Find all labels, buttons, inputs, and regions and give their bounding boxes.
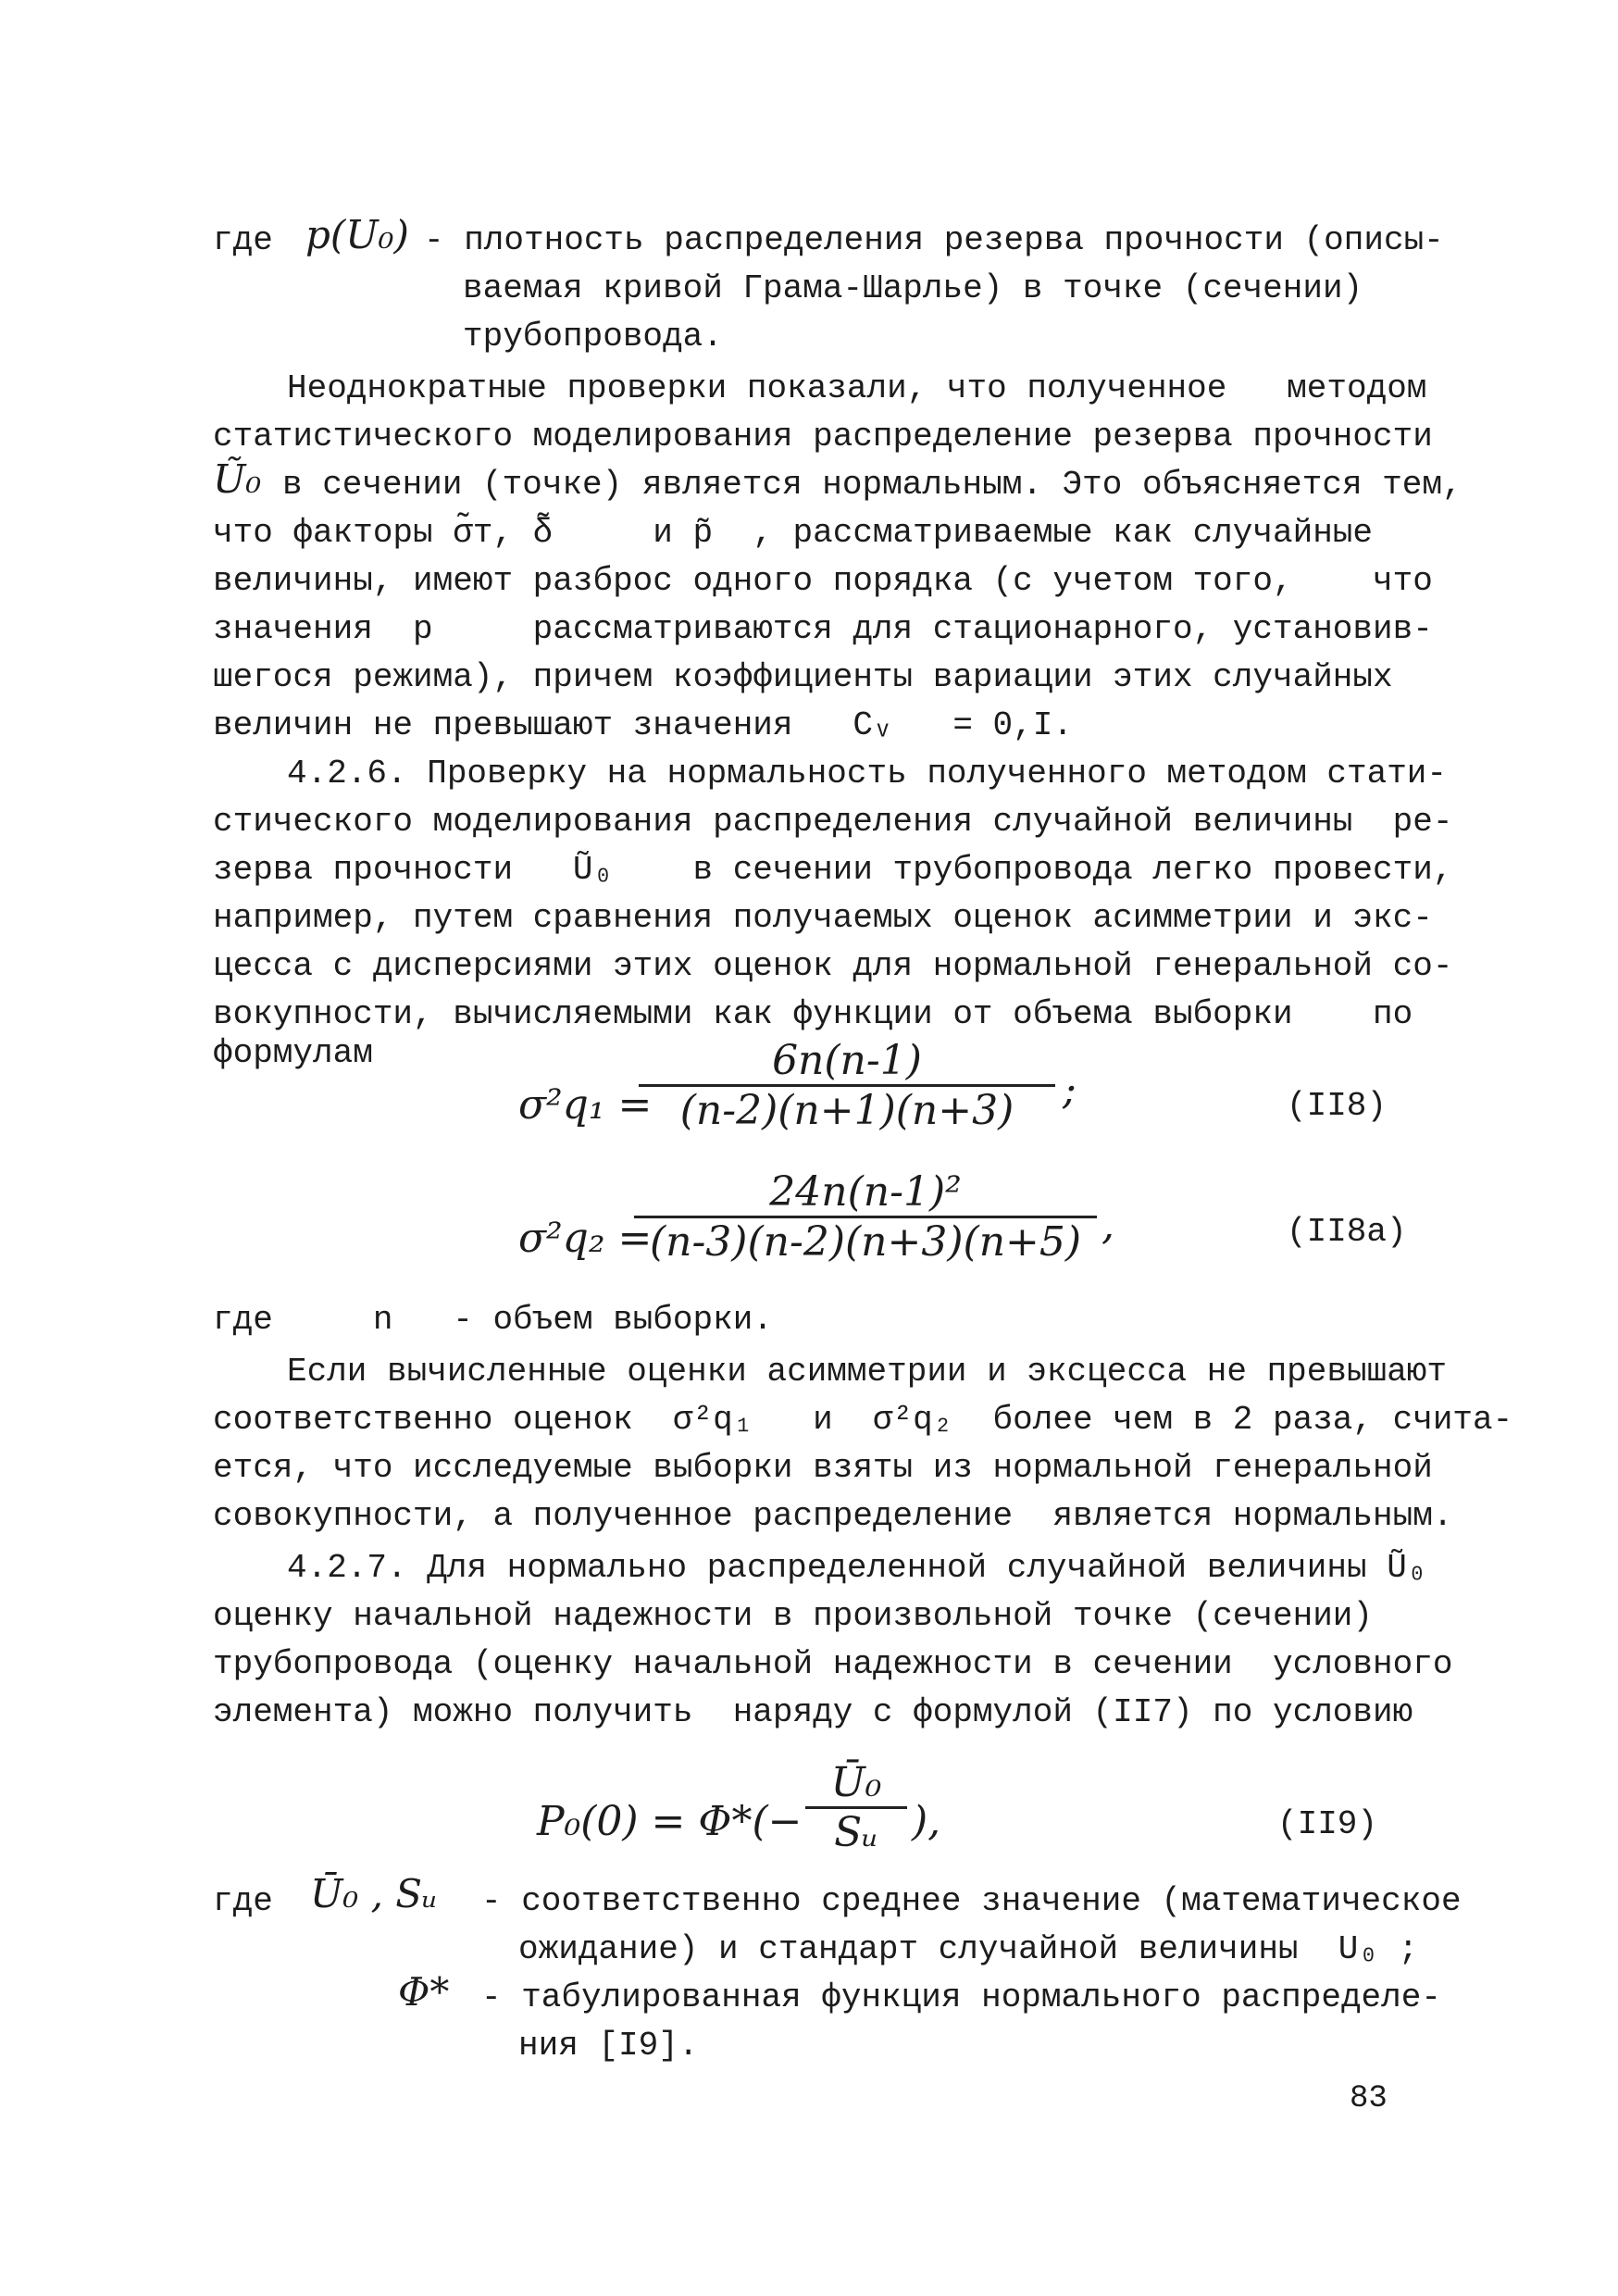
para4-line-4: элемента) можно получить наряду с формулой (II7) по условию (213, 1693, 1413, 1731)
para2-line-7: формулам (213, 1034, 373, 1072)
eq118-lhs: σ²q₁ = (518, 1081, 653, 1129)
eq118a-comma: , (1101, 1202, 1114, 1249)
para4-line-1: 4.2.7. Для нормально распределенной случайной величины Ũ₀ (287, 1549, 1427, 1587)
para4-line-3: трубопровода (оценку начальной надежности в сечении условного (213, 1645, 1453, 1683)
para1-line-1: Неоднократные проверки показали, что полученное методом (287, 369, 1427, 407)
eq119-denominator: Sᵤ (834, 1809, 878, 1856)
where2-def2-line-2: ния [I9]. (518, 2027, 699, 2065)
eq119-fraction (805, 1759, 907, 1856)
eq118a-fraction (634, 1168, 1097, 1266)
para1-line-8: величин не превышают значения Cᵥ = 0,I. (213, 706, 1073, 744)
density-symbol: p(U₀) (305, 212, 409, 257)
para3-line-4: совокупности, а полученное распределение является нормальным. (213, 1497, 1453, 1535)
para2-line-1: 4.2.6. Проверку на нормальность полученного методом стати- (287, 755, 1448, 792)
eq118a-denominator: (n-3)(n-2)(n+3)(n+5) (649, 1218, 1082, 1266)
eq119-number: (II9) (1277, 1805, 1378, 1843)
where2-symbol-2: Φ* (398, 1969, 450, 2015)
eq118-semicolon: ; (1063, 1067, 1077, 1114)
para2-line-3: зерва прочности Ũ₀ в сечении трубопровода легко провести, (213, 851, 1453, 889)
para1-u0-symbol: Ũ₀ (213, 456, 262, 502)
para1-line-2: статистического моделирования распределение резерва прочности (213, 418, 1433, 455)
where2-def2-line-1: - табулированная функция нормального распределе- (481, 1978, 1441, 2016)
eq118-fraction (639, 1037, 1055, 1134)
para3-line-3: ется, что исследуемые выборки взяты из нормальной генеральной (213, 1449, 1433, 1487)
para1-line-3: в сечении (точке) является нормальным. Это объясняется тем, (282, 466, 1462, 504)
intro-line-3: трубопровода. (463, 318, 723, 356)
para4-line-2: оценку начальной надежности в произвольной точке (сечении) (213, 1597, 1374, 1635)
para3-line-1: Если вычисленные оценки асимметрии и эксцесса не превышают (287, 1353, 1448, 1391)
eq119-close: ), (912, 1798, 941, 1845)
eq118-denominator: (n-2)(n+1)(n+3) (679, 1087, 1014, 1134)
para1-line-5: величины, имеют разброс одного порядка (с учетом того, что (213, 562, 1433, 600)
eq119-numerator: Ū₀ (830, 1759, 882, 1806)
where2-label: где (213, 1882, 273, 1920)
para2-line-5: цесса с дисперсиями этих оценок для нормальной генеральной со- (213, 947, 1453, 985)
where-label: где (213, 221, 273, 259)
where2-symbols-1: Ū₀ , Sᵤ (310, 1871, 438, 1916)
para2-line-6: вокупности, вычисляемыми как функции от объема выборки по (213, 995, 1413, 1033)
para2-line-2: стического моделирования распределения случайной величины ре- (213, 803, 1453, 841)
eq118a-lhs: σ²q₂ = (518, 1215, 653, 1262)
intro-line-2: ваемая кривой Грама-Шарлье) в точке (сечении) (463, 269, 1363, 307)
eq118a-numerator: 24n(n-1)² (769, 1168, 962, 1216)
eq118-number: (II8) (1287, 1087, 1388, 1125)
para1-line-7: шегося режима), причем коэффициенты вариации этих случайных (213, 658, 1393, 696)
where2-def1-line-2: ожидание) и стандарт случайной величины U₀ ; (518, 1930, 1419, 1968)
eq118-numerator: 6n(n-1) (772, 1037, 922, 1084)
para1-line-6: значения p рассматриваются для стационарного, установив- (213, 610, 1433, 648)
where2-def1-line-1: - соответственно среднее значение (математическое (481, 1882, 1462, 1920)
eq118a-number: (II8а) (1287, 1213, 1407, 1251)
para1-line-4: что факторы σ̃т, δ̃ и p̃ , рассматриваемые как случайные (213, 514, 1374, 552)
para2-line-4: например, путем сравнения получаемых оценок асимметрии и экс- (213, 899, 1433, 937)
intro-line-1: - плотность распределения резерва прочности (описы- (424, 221, 1444, 259)
eq119-lhs: P₀(0) = Φ*(− (537, 1798, 803, 1845)
page-number: 83 (1350, 2081, 1388, 2116)
where-n-line: где n - объем выборки. (213, 1301, 773, 1339)
para3-line-2: соответственно оценок σ²q₁ и σ²q₂ более чем в 2 раза, счита- (213, 1401, 1513, 1439)
